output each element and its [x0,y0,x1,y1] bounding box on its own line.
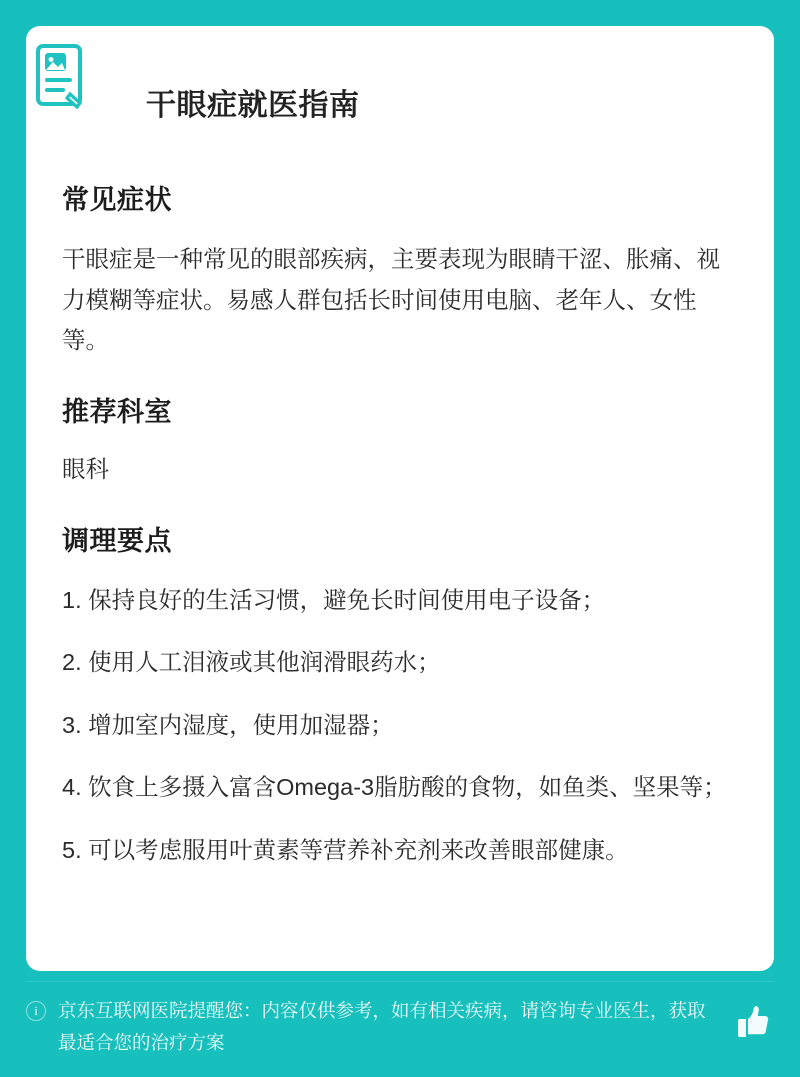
info-icon: i [26,1001,46,1021]
page-title: 干眼症就医指南 [146,89,360,123]
footer-divider [26,981,774,982]
footer-disclaimer [0,981,800,1077]
title-row [62,60,738,144]
care-tips-list [62,580,738,870]
list-item: 3. 增加室内湿度，使用加湿器； [62,711,394,738]
guide-card [26,26,774,971]
list-item: 5. 可以考虑服用叶黄素等营养补充剂来改善眼部健康。 [62,836,629,863]
section-heading-symptoms: 常见症状 [62,185,172,216]
section-heading-care-tips: 调理要点 [62,526,172,556]
list-item: 2. 使用人工泪液或其他润滑眼药水； [62,649,441,676]
section-body-symptoms: 干眼症是一种常见的眼部疾病，主要表现为眼睛干涩、胀痛、视力模糊等症状。易感人群包括长时间使用电脑、老年人、女性等。 [62,246,720,353]
document-photo-icon [36,44,94,116]
list-item: 1. 保持良好的生活习惯，避免长时间使用电子设备； [62,587,606,613]
disclaimer-text: 京东互联网医院提醒您：内容仅供参考，如有相关疾病，请咨询专业医生，获取最适合您的治疗方案 [58,1000,706,1054]
thumbs-up-icon[interactable] [728,999,774,1045]
section-body-department: 眼科 [62,456,109,483]
section-heading-department: 推荐科室 [62,397,172,428]
list-item: 4. 饮食上多摄入富含Omega-3脂肪酸的食物，如鱼类、坚果等； [62,774,727,801]
